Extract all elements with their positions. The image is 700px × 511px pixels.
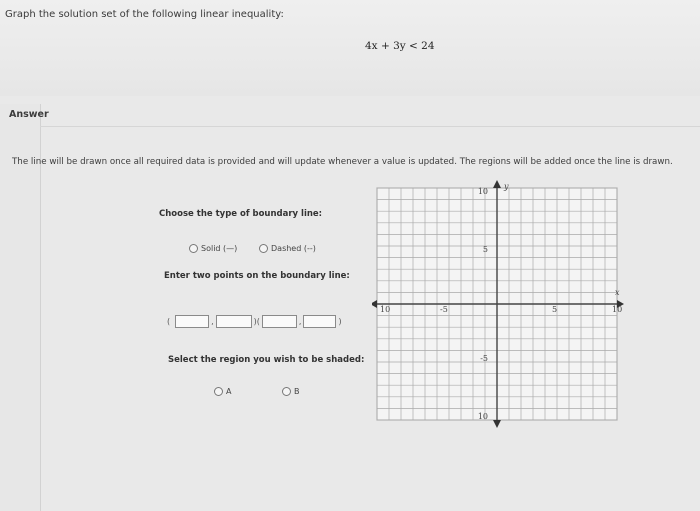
boundary-type-label: Choose the type of boundary line: — [159, 209, 323, 219]
region-a-radio[interactable] — [214, 387, 223, 396]
x-tick-label: 10 — [612, 305, 623, 314]
point2-x-input[interactable] — [262, 315, 297, 328]
region-label: Select the region you wish to be shaded: — [168, 355, 365, 365]
answer-divider — [40, 126, 700, 127]
region-a-label: A — [226, 387, 232, 396]
y-axis-label: y — [504, 182, 509, 191]
dashed-option[interactable] — [259, 244, 316, 253]
y-tick-label: 10 — [477, 412, 488, 421]
comma-1: , — [211, 317, 214, 326]
y-axis-arrow-up — [493, 180, 501, 188]
x-tick-label: -5 — [440, 305, 448, 314]
point1-y-input[interactable] — [216, 315, 252, 328]
region-b-label: B — [294, 387, 300, 396]
y-tick-label: 10 — [477, 187, 488, 196]
y-axis-arrow-down — [493, 420, 501, 428]
boundary-points-label: Enter two points on the boundary line: — [164, 271, 350, 281]
close-paren: ) — [338, 317, 342, 326]
comma-2: , — [298, 317, 302, 326]
question-prompt: Graph the solution set of the following linear inequality: — [5, 9, 284, 20]
region-a-option[interactable] — [214, 387, 231, 396]
region-b-option[interactable] — [282, 387, 300, 396]
coordinate-graph[interactable] — [372, 180, 624, 430]
point2-y-input[interactable] — [303, 315, 336, 328]
instructions-text: The line will be drawn once all required data is provided and will update whenever a value is updated. The regions will be added once the line is drawn. — [12, 157, 673, 167]
x-axis-arrow-left — [372, 300, 377, 308]
x-axis-label: x — [615, 288, 620, 297]
dashed-radio[interactable] — [259, 244, 268, 253]
region-b-radio[interactable] — [282, 387, 291, 396]
open-paren: ( — [167, 317, 171, 326]
y-tick-label: 5 — [482, 245, 488, 254]
inequality: 4x + 3y < 24 — [365, 40, 435, 52]
x-tick-label: 5 — [552, 305, 558, 314]
y-tick-label: -5 — [480, 354, 488, 363]
solid-radio[interactable] — [189, 244, 198, 253]
solid-option[interactable] — [189, 244, 237, 253]
mid-paren: )( — [253, 317, 260, 326]
solid-option-label: Solid (—) — [201, 244, 238, 253]
points-input-group — [167, 315, 342, 328]
dashed-option-label: Dashed (--) — [271, 244, 316, 253]
point1-x-input[interactable] — [175, 315, 209, 328]
x-tick-label: 10 — [380, 305, 391, 314]
answer-label: Answer — [9, 109, 49, 120]
